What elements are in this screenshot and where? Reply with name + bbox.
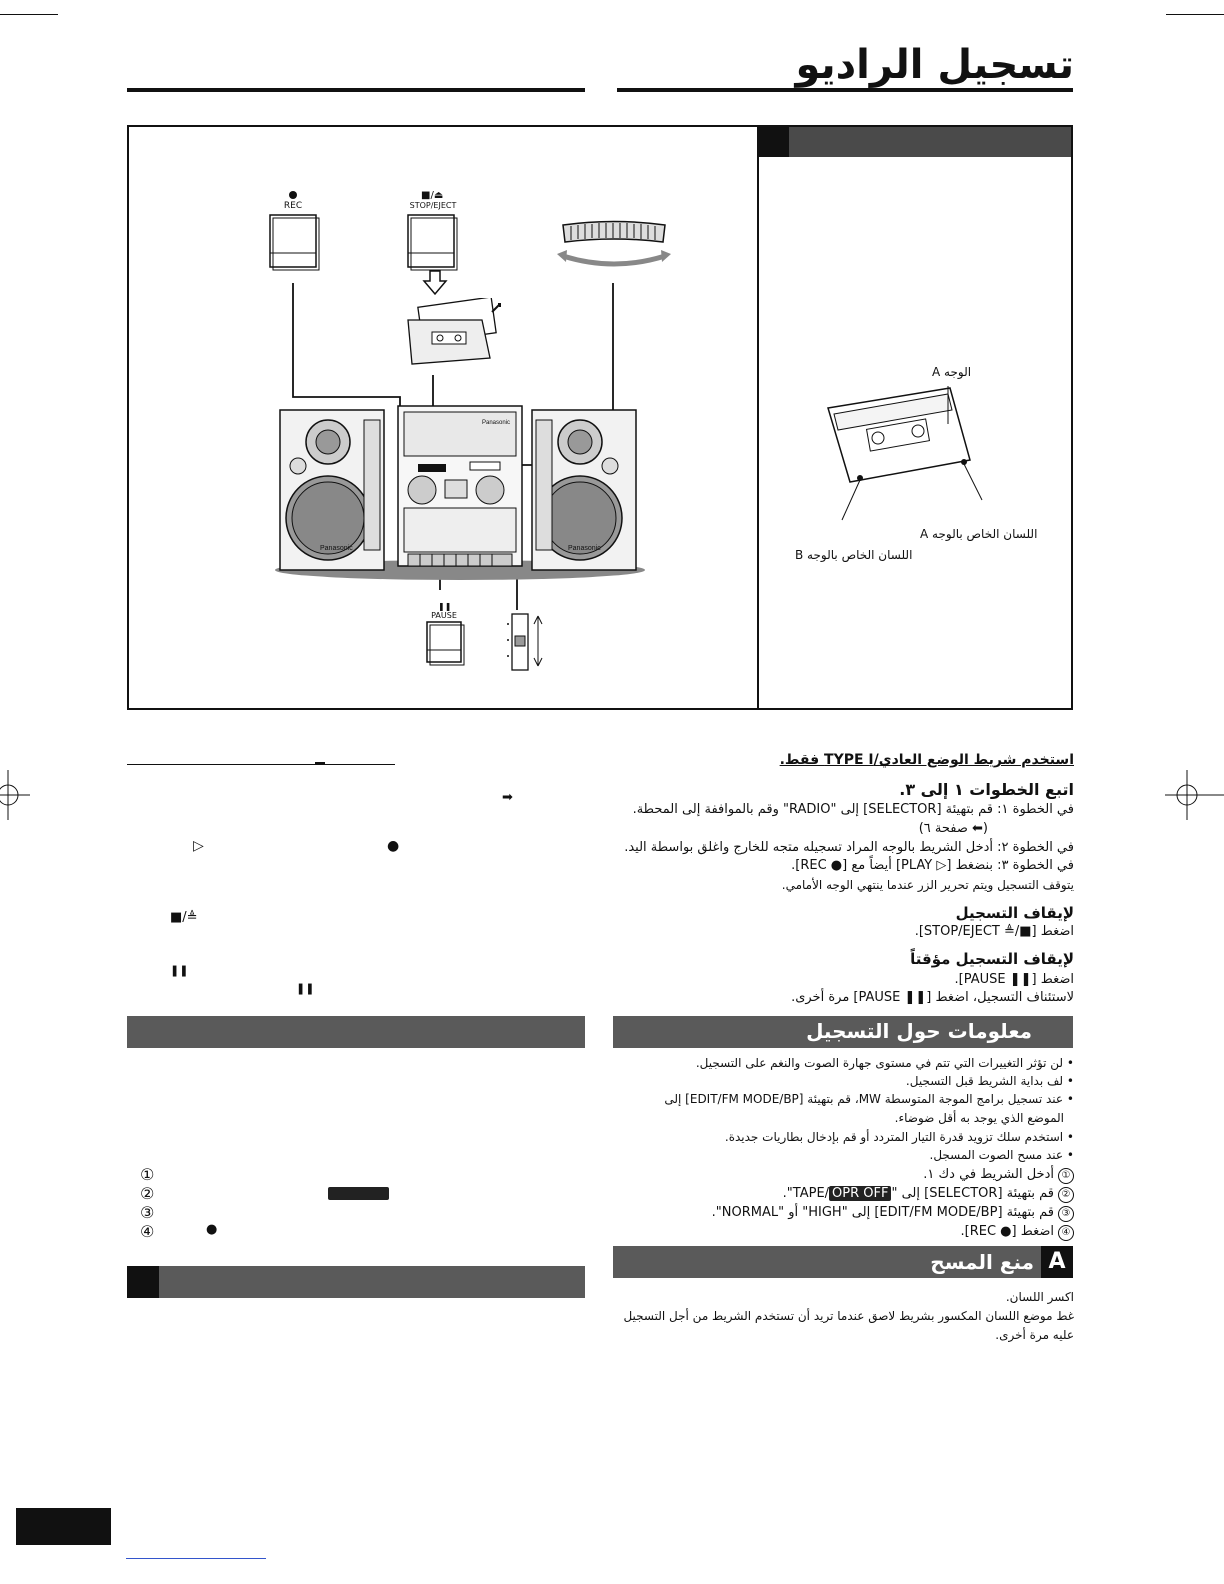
info-bullet-4-text: استخدم سلك تزويد قدرة التيار المتردد أو قم بإدخال بطاريات جديدة.	[724, 1130, 1064, 1144]
pause-button	[425, 620, 465, 666]
pause-resume: لاستئناف التسجيل، اضغط [❚❚ PAUSE] مرة أخرى.	[791, 990, 1074, 1005]
figure-sidebar-tab	[759, 127, 789, 157]
erase-step-1-num: ①	[1058, 1168, 1074, 1184]
info-bullet-1: • لن تؤثر التغييرات التي تتم في مستوى جهارة الصوت والنغم على التسجيل.	[695, 1056, 1074, 1070]
erase-step-1	[614, 1165, 1074, 1184]
title-rule-left	[127, 88, 585, 92]
left-speaker-brand: Panasonic	[320, 545, 353, 552]
step3-text: في الخطوة ٣: بنضغط [▷ PLAY] أيضاً مع [● REC].	[791, 858, 1074, 873]
title-rule-right	[617, 88, 1073, 92]
step1-text: في الخطوة ١: قم بتهيئة [SELECTOR] إلى "RADIO" وقم بالمواففة إلى المحطة.	[632, 802, 1074, 817]
left-stop-icon: ■/≜	[170, 910, 198, 925]
left-rec-icon: ●	[387, 838, 400, 854]
stop-eject-label: STOP/EJECT	[409, 201, 457, 210]
use-tape-heading: استخدم شريط الوضع العادي/TYPE I فقط.	[779, 752, 1074, 768]
opr-off-highlight: OPR OFF	[829, 1186, 891, 1201]
info-bullet-2-text: لف بداية الشريط قبل التسجيل.	[905, 1074, 1064, 1088]
left-bottom-bar	[127, 1266, 585, 1298]
left-step4-rec-icon: ●	[206, 1222, 218, 1237]
slide-switch-illustration	[506, 610, 546, 672]
left-section-bar	[127, 1016, 585, 1048]
pause-heading: لإيقاف التسجيل مؤقتاً	[910, 950, 1074, 968]
erase-step-4-num: ④	[1058, 1225, 1074, 1241]
left-col-rule-tick	[315, 762, 325, 764]
pause-body: اضغط [❚❚ PAUSE].	[954, 972, 1074, 987]
rec-dot-icon	[289, 191, 297, 199]
stop-eject-button	[406, 213, 458, 271]
prevent-section-title: منع المسح	[930, 1250, 1034, 1274]
left-arrow-icon: ➡	[502, 790, 513, 805]
info-bullet-3: • عند تسجيل برامج الموجة المتوسطة MW، قم بتهيئة [EDIT/FM MODE/BP] إلى	[664, 1092, 1074, 1106]
erase-step-2-pre: قم بتهيئة [SELECTOR] إلى "TAPE/	[792, 1186, 1054, 1201]
registration-mark-left	[0, 770, 30, 820]
erase-step-3-text: قم بتهيئة [EDIT/FM MODE/BP] إلى "HIGH" أو "NORMAL".	[711, 1205, 1054, 1220]
rec-button-label: REC	[283, 201, 303, 211]
pause-icon: ❚❚	[438, 602, 452, 611]
erase-step-1-text: أدخل الشريط في دك ١.	[923, 1167, 1054, 1182]
left-step-1: ①	[140, 1165, 155, 1184]
left-highlight-box	[328, 1187, 389, 1200]
crop-mark-top-left	[0, 14, 58, 15]
figure-sidebar-header	[759, 127, 1071, 157]
prevent-line-1: اكسر اللسان.	[1005, 1290, 1074, 1304]
footer-link-rule	[126, 1558, 266, 1559]
stereo-system-illustration	[270, 400, 650, 580]
erase-step-2-post: ".	[782, 1186, 793, 1201]
left-bottom-bar-tab	[127, 1266, 159, 1298]
stop-eject-icon: ■/⏏	[421, 190, 444, 201]
left-pause-icon: ❚❚	[170, 964, 189, 977]
left-step-3: ③	[140, 1203, 155, 1222]
left-play-icon: ▷	[193, 838, 204, 854]
follow-steps-heading: اتبع الخطوات ١ إلى ٣.	[899, 780, 1074, 799]
erase-step-4	[614, 1222, 1074, 1241]
erase-step-3	[614, 1203, 1074, 1222]
info-bullet-4: • استخدم سلك تزويد قدرة التيار المتردد أو قم بإدخال بطاريات جديدة.	[724, 1130, 1074, 1144]
tab-b-label: اللسان الخاص بالوجه B	[795, 548, 913, 562]
step1-ref: (⬅ صفحة ٦)	[918, 821, 988, 836]
erase-step-3-num: ③	[1058, 1206, 1074, 1222]
step3-note: يتوقف التسجيل ويتم تحرير الزر عندما ينتهي الوجه الأمامي.	[781, 878, 1074, 892]
info-bullet-1-text: لن تؤثر التغييرات التي تتم في مستوى جهارة الصوت والنغم على التسجيل.	[695, 1056, 1064, 1070]
tab-a-label: اللسان الخاص بالوجه A	[920, 527, 1038, 541]
info-bullet-3-text: عند تسجيل برامج الموجة المتوسطة MW، قم بتهيئة [EDIT/FM MODE/BP] إلى	[664, 1092, 1064, 1106]
cassette-tab-illustration	[820, 380, 990, 530]
page-title: تسجيل الراديو	[795, 42, 1074, 88]
pause-button-label: PAUSE	[431, 611, 457, 620]
erase-step-2	[614, 1184, 1074, 1203]
info-bullet-3-cont: الموضع الذي يوجد به أقل ضوضاء.	[894, 1111, 1064, 1125]
step2-text: في الخطوة ٢: أدخل الشريط بالوجه المراد تسجيله متجه للخارج واغلق بواسطة اليد.	[624, 840, 1074, 855]
prevent-line-2: غط موضع اللسان المكسور بشريط لاصق عندما تريد أن تستخدم الشريط من أجل التسجيل	[623, 1309, 1074, 1323]
rec-button	[268, 213, 320, 271]
left-pause-icon-2: ❚❚	[296, 982, 315, 995]
center-unit-brand: Panasonic	[482, 420, 511, 426]
erase-step-2-num: ②	[1058, 1187, 1074, 1203]
prevent-line-3: عليه مرة أخرى.	[995, 1328, 1074, 1342]
left-step-4: ④	[140, 1222, 155, 1241]
registration-mark-right	[1165, 770, 1224, 820]
stop-heading: لإيقاف التسجيل	[955, 904, 1074, 922]
info-bullet-2: • لف بداية الشريط قبل التسجيل.	[905, 1074, 1074, 1088]
info-bullet-5-text: عند مسح الصوت المسجل.	[929, 1148, 1064, 1162]
prevent-section-letter-tab: A	[1041, 1246, 1073, 1278]
stop-body: اضغط [■/≜ STOP/EJECT].	[914, 924, 1074, 939]
left-step-2: ②	[140, 1184, 155, 1203]
erase-step-4-text: اضغط [● REC].	[960, 1224, 1054, 1239]
info-bullet-5: • عند مسح الصوت المسجل.	[929, 1148, 1074, 1162]
volume-dial-icon	[555, 220, 673, 270]
crop-mark-top-right	[1166, 14, 1224, 15]
side-a-label: الوجه A	[932, 365, 972, 379]
page-number-block	[16, 1508, 111, 1545]
left-col-rule	[127, 764, 395, 765]
info-section-title: معلومات حول التسجيل	[806, 1019, 1032, 1043]
right-speaker-brand: Panasonic	[568, 545, 601, 552]
figure-divider	[757, 125, 759, 710]
